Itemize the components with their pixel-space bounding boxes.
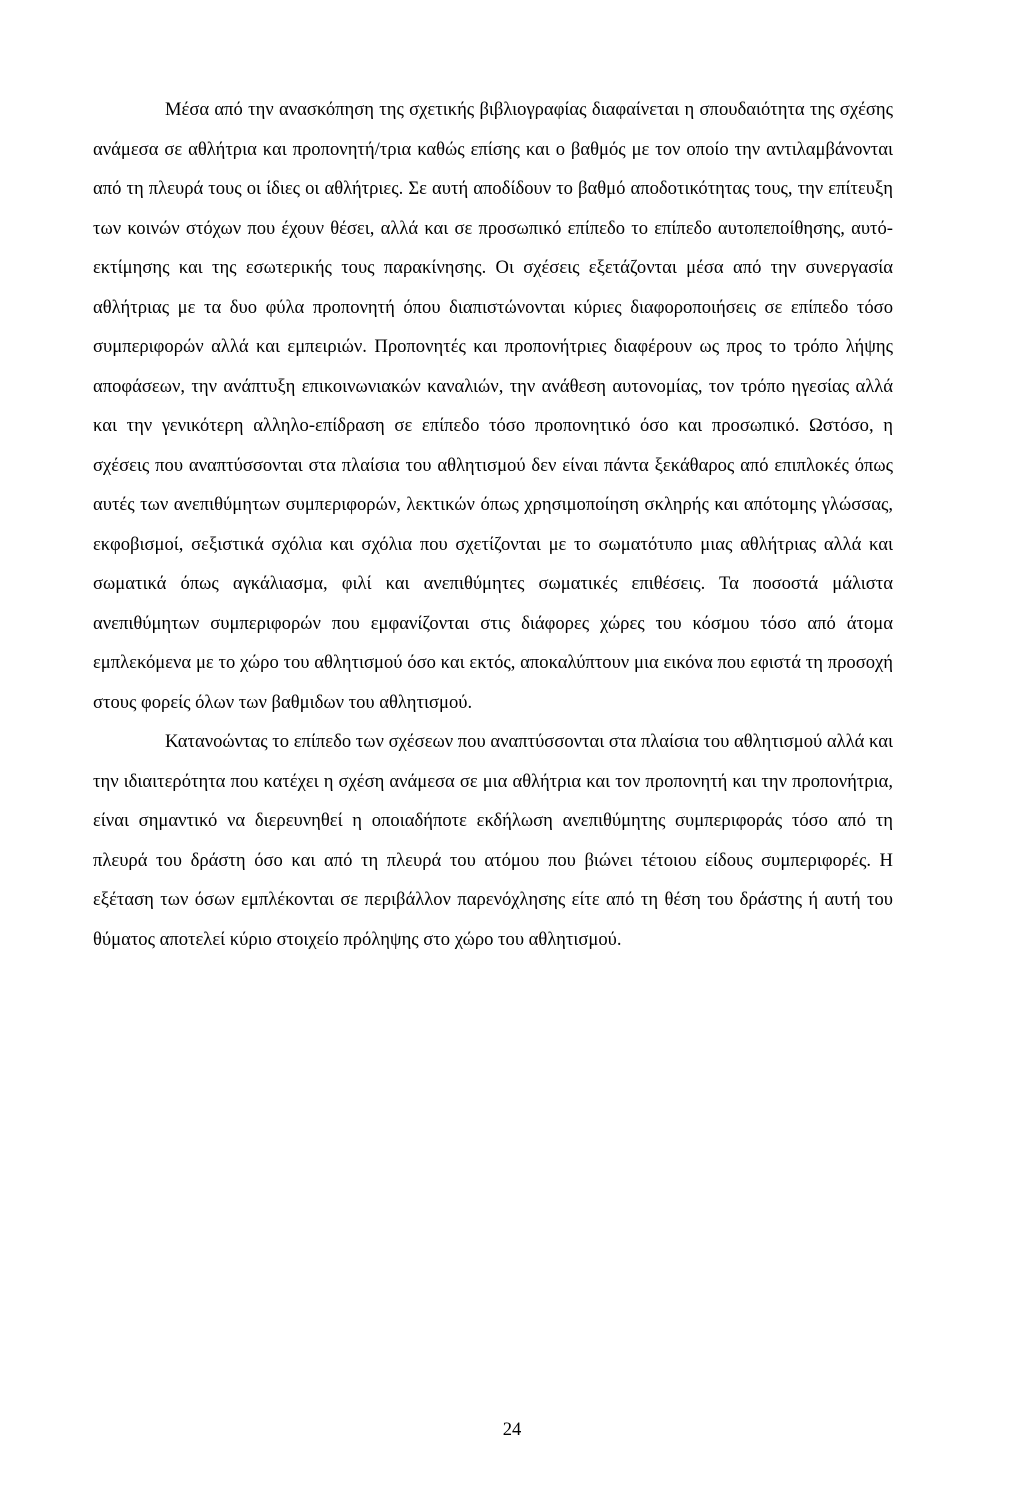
page-number: 24 xyxy=(502,1419,522,1440)
paragraph-1: Μέσα από την ανασκόπηση της σχετικής βιβλιογραφίας διαφαίνεται η σπουδαιότητα της σχέσης ανάμεσα σε αθλήτρια και προπονητή/τρια καθώς επίσης και ο βαθμός με τον οποίο την αντιλαμβάνονται από τη πλευρά τους οι ίδιες οι αθλήτριες. Σε αυτή αποδίδουν το βαθμό αποδοτικότητας τους, την επίτευξη των κοινών στόχων που έχουν θέσει, αλλά και σε προσωπικό επίπεδο το επίπεδο αυτοπεποίθησης, αυτό-εκτίμησης και της εσωτερικής τους παρακίνησης. Οι σχέσεις εξετάζονται μέσα από την συνεργασία αθλήτριας με τα δυο φύλα προπονητή όπου διαπιστώνονται κύριες διαφοροποιήσεις σε επίπεδο τόσο συμπεριφορών αλλά και εμπειριών. Προπονητές και προπονήτριες διαφέρουν ως προς το τρόπο λήψης αποφάσεων, την ανάπτυξη επικοινωνιακών καναλιών, την ανάθεση αυτονομίας, τον τρόπο ηγεσίας αλλά και την γενικότερη αλληλο-επίδραση σε επίπεδο τόσο προπονητικό όσο και προσωπικό. Ωστόσο, η σχέσεις που αναπτύσσονται στα πλαίσια του αθλητισμού δεν είναι πάντα ξεκάθαρος από επιπλοκές όπως αυτές των ανεπιθύμητων συμπεριφορών, λεκτικών όπως χρησιμοποίηση σκληρής και απότομης γλώσσας, εκφοβισμοί, σεξιστικά σχόλια και σχόλια που σχετίζονται με το σωματότυπο μιας αθλήτριας αλλά και σωματικά όπως αγκάλιασμα, φιλί και ανεπιθύμητες σωματικές επιθέσεις. Τα ποσοστά μάλιστα ανεπιθύμητων συμπεριφορών που εμφανίζονται στις διάφορες χώρες του κόσμου τόσο από άτομα εμπλεκόμενα με το χώρο του αθλητισμού όσο και εκτός, αποκαλύπτουν μια εικόνα που εφιστά τη προσοχή στους φορείς όλων των βαθμιδων του αθλητισμού. xyxy=(93,99,893,713)
paragraph-2: Κατανοώντας το επίπεδο των σχέσεων που αναπτύσσονται στα πλαίσια του αθλητισμού αλλά και την ιδιαιτερότητα που κατέχει η σχέση ανάμεσα σε μια αθλήτρια και τον προπονητή και την προπονήτρια, είναι σημαντικό να διερευνηθεί η οποιαδήποτε εκδήλωση ανεπιθύμητης συμπεριφοράς τόσο από τη πλευρά του δράστη όσο και από τη πλευρά του ατόμου που βιώνει τέτοιου είδους συμπεριφορές. Η εξέταση των όσων εμπλέκονται σε περιβάλλον παρενόχλησης είτε από τη θέση του δράστης ή αυτή του θύματος αποτελεί κύριο στοιχείο πρόληψης στο χώρο του αθλητισμού. xyxy=(93,731,893,950)
body-text xyxy=(93,90,893,959)
